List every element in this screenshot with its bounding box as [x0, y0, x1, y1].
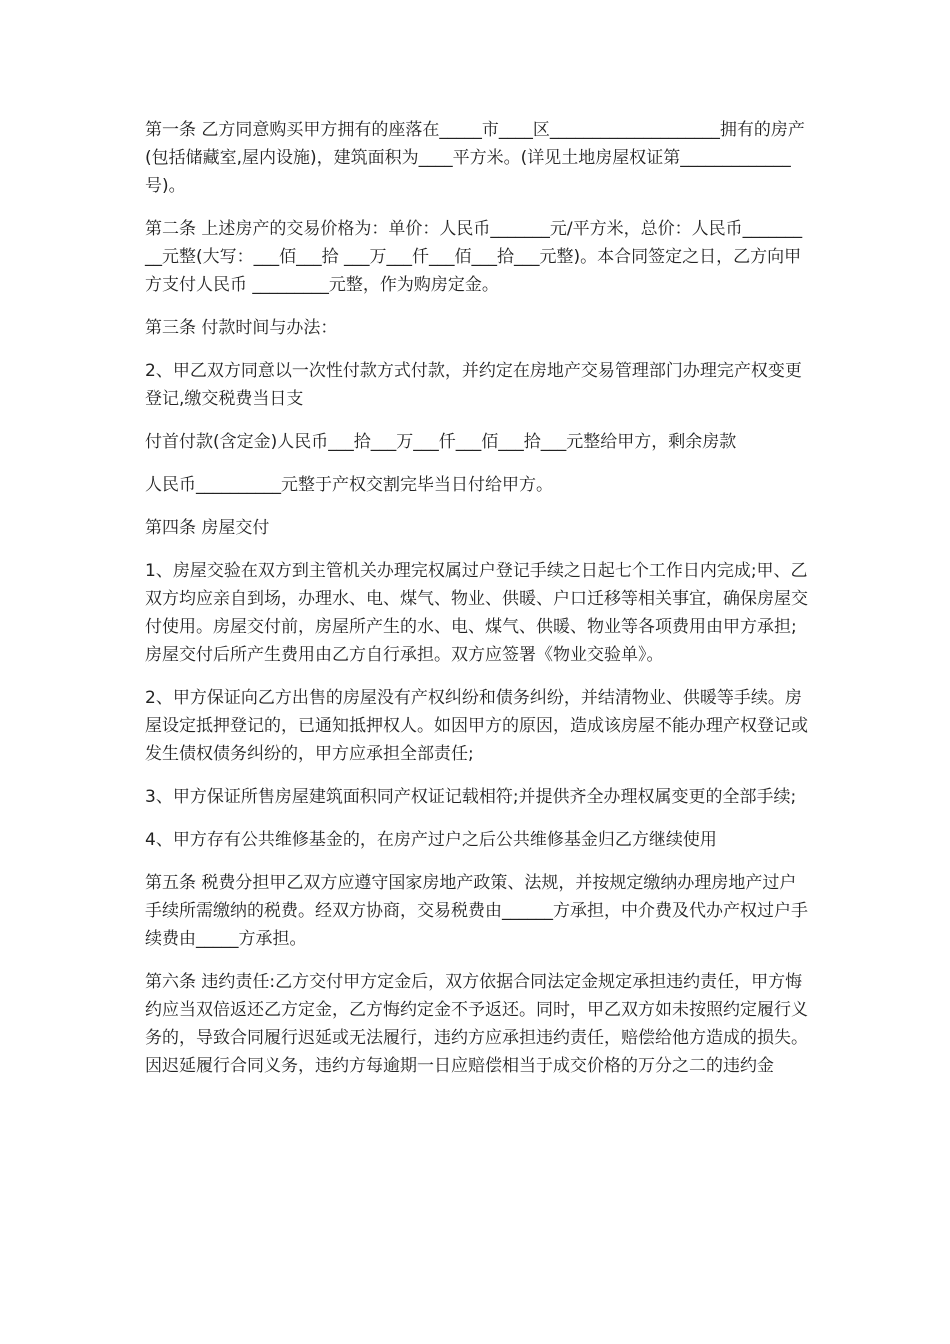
clause-2-paragraph: 第二条 上述房产的交易价格为：单价：人民币_______元/平方米，总价：人民币_________元整(大写：___佰___拾 ___万___仟___佰___拾___元整)。本合同签定之日，乙方向甲方支付人民币 _________元整，作为购房定金。 — [145, 219, 803, 295]
document-page — [145, 116, 810, 1095]
clause-3-down-payment: 付首付款(含定金)人民币___拾___万___仟___佰___拾___元整给甲方，剩余房款 — [145, 432, 737, 452]
clause-5-paragraph: 第五条 税费分担甲乙双方应遵守国家房地产政策、法规，并按规定缴纳办理房地产过户手续所需缴纳的税费。经双方协商，交易税费由______方承担，中介费及代办产权过户手续费由_____方承担。 — [145, 873, 808, 949]
clause-4-item-2: 2、甲方保证向乙方出售的房屋没有产权纠纷和债务纠纷，并结清物业、供暖等手续。房屋设定抵押登记的，已通知抵押权人。如因甲方的原因，造成该房屋不能办理产权登记或发生债权债务纠纷的，甲方应承担全部责任; — [145, 688, 808, 764]
clause-4-item-4: 4、甲方存有公共维修基金的，在房产过户之后公共维修基金归乙方继续使用 — [145, 830, 717, 850]
clause-1-paragraph: 第一条 乙方同意购买甲方拥有的座落在_____市____区____________________拥有的房产(包括储藏室,屋内设施)，建筑面积为____平方米。(详见土地房屋权证第_____________号)。 — [145, 120, 805, 196]
clause-4-item-1: 1、房屋交验在双方到主管机关办理完权属过户登记手续之日起七个工作日内完成;甲、乙双方均应亲自到场，办理水、电、煤气、物业、供暖、户口迁移等相关事宜，确保房屋交付使用。房屋交付前，房屋所产生的水、电、煤气、供暖、物业等各项费用由甲方承担;房屋交付后所产生费用由乙方自行承担。双方应签署《物业交验单》。 — [145, 561, 808, 665]
clause-3-heading: 第三条 付款时间与办法： — [145, 318, 338, 338]
clause-4-heading: 第四条 房屋交付 — [145, 518, 270, 538]
clause-3-remaining-payment: 人民币__________元整于产权交割完毕当日付给甲方。 — [145, 475, 553, 495]
clause-4-item-3: 3、甲方保证所售房屋建筑面积同产权证记载相符;并提供齐全办理权属变更的全部手续; — [145, 787, 797, 807]
clause-6-paragraph: 第六条 违约责任:乙方交付甲方定金后，双方依据合同法定金规定承担违约责任，甲方悔约应当双倍返还乙方定金，乙方悔约定金不予返还。同时，甲乙双方如未按照约定履行义务的，导致合同履行迟延或无法履行，违约方应承担违约责任，赔偿给他方造成的损失。因迟延履行合同义务，违约方每逾期一日应赔偿相当于成交价格的万分之二的违约金 — [145, 972, 808, 1076]
clause-3-item-2: 2、甲乙双方同意以一次性付款方式付款，并约定在房地产交易管理部门办理完产权变更登记,缴交税费当日支 — [145, 361, 802, 409]
